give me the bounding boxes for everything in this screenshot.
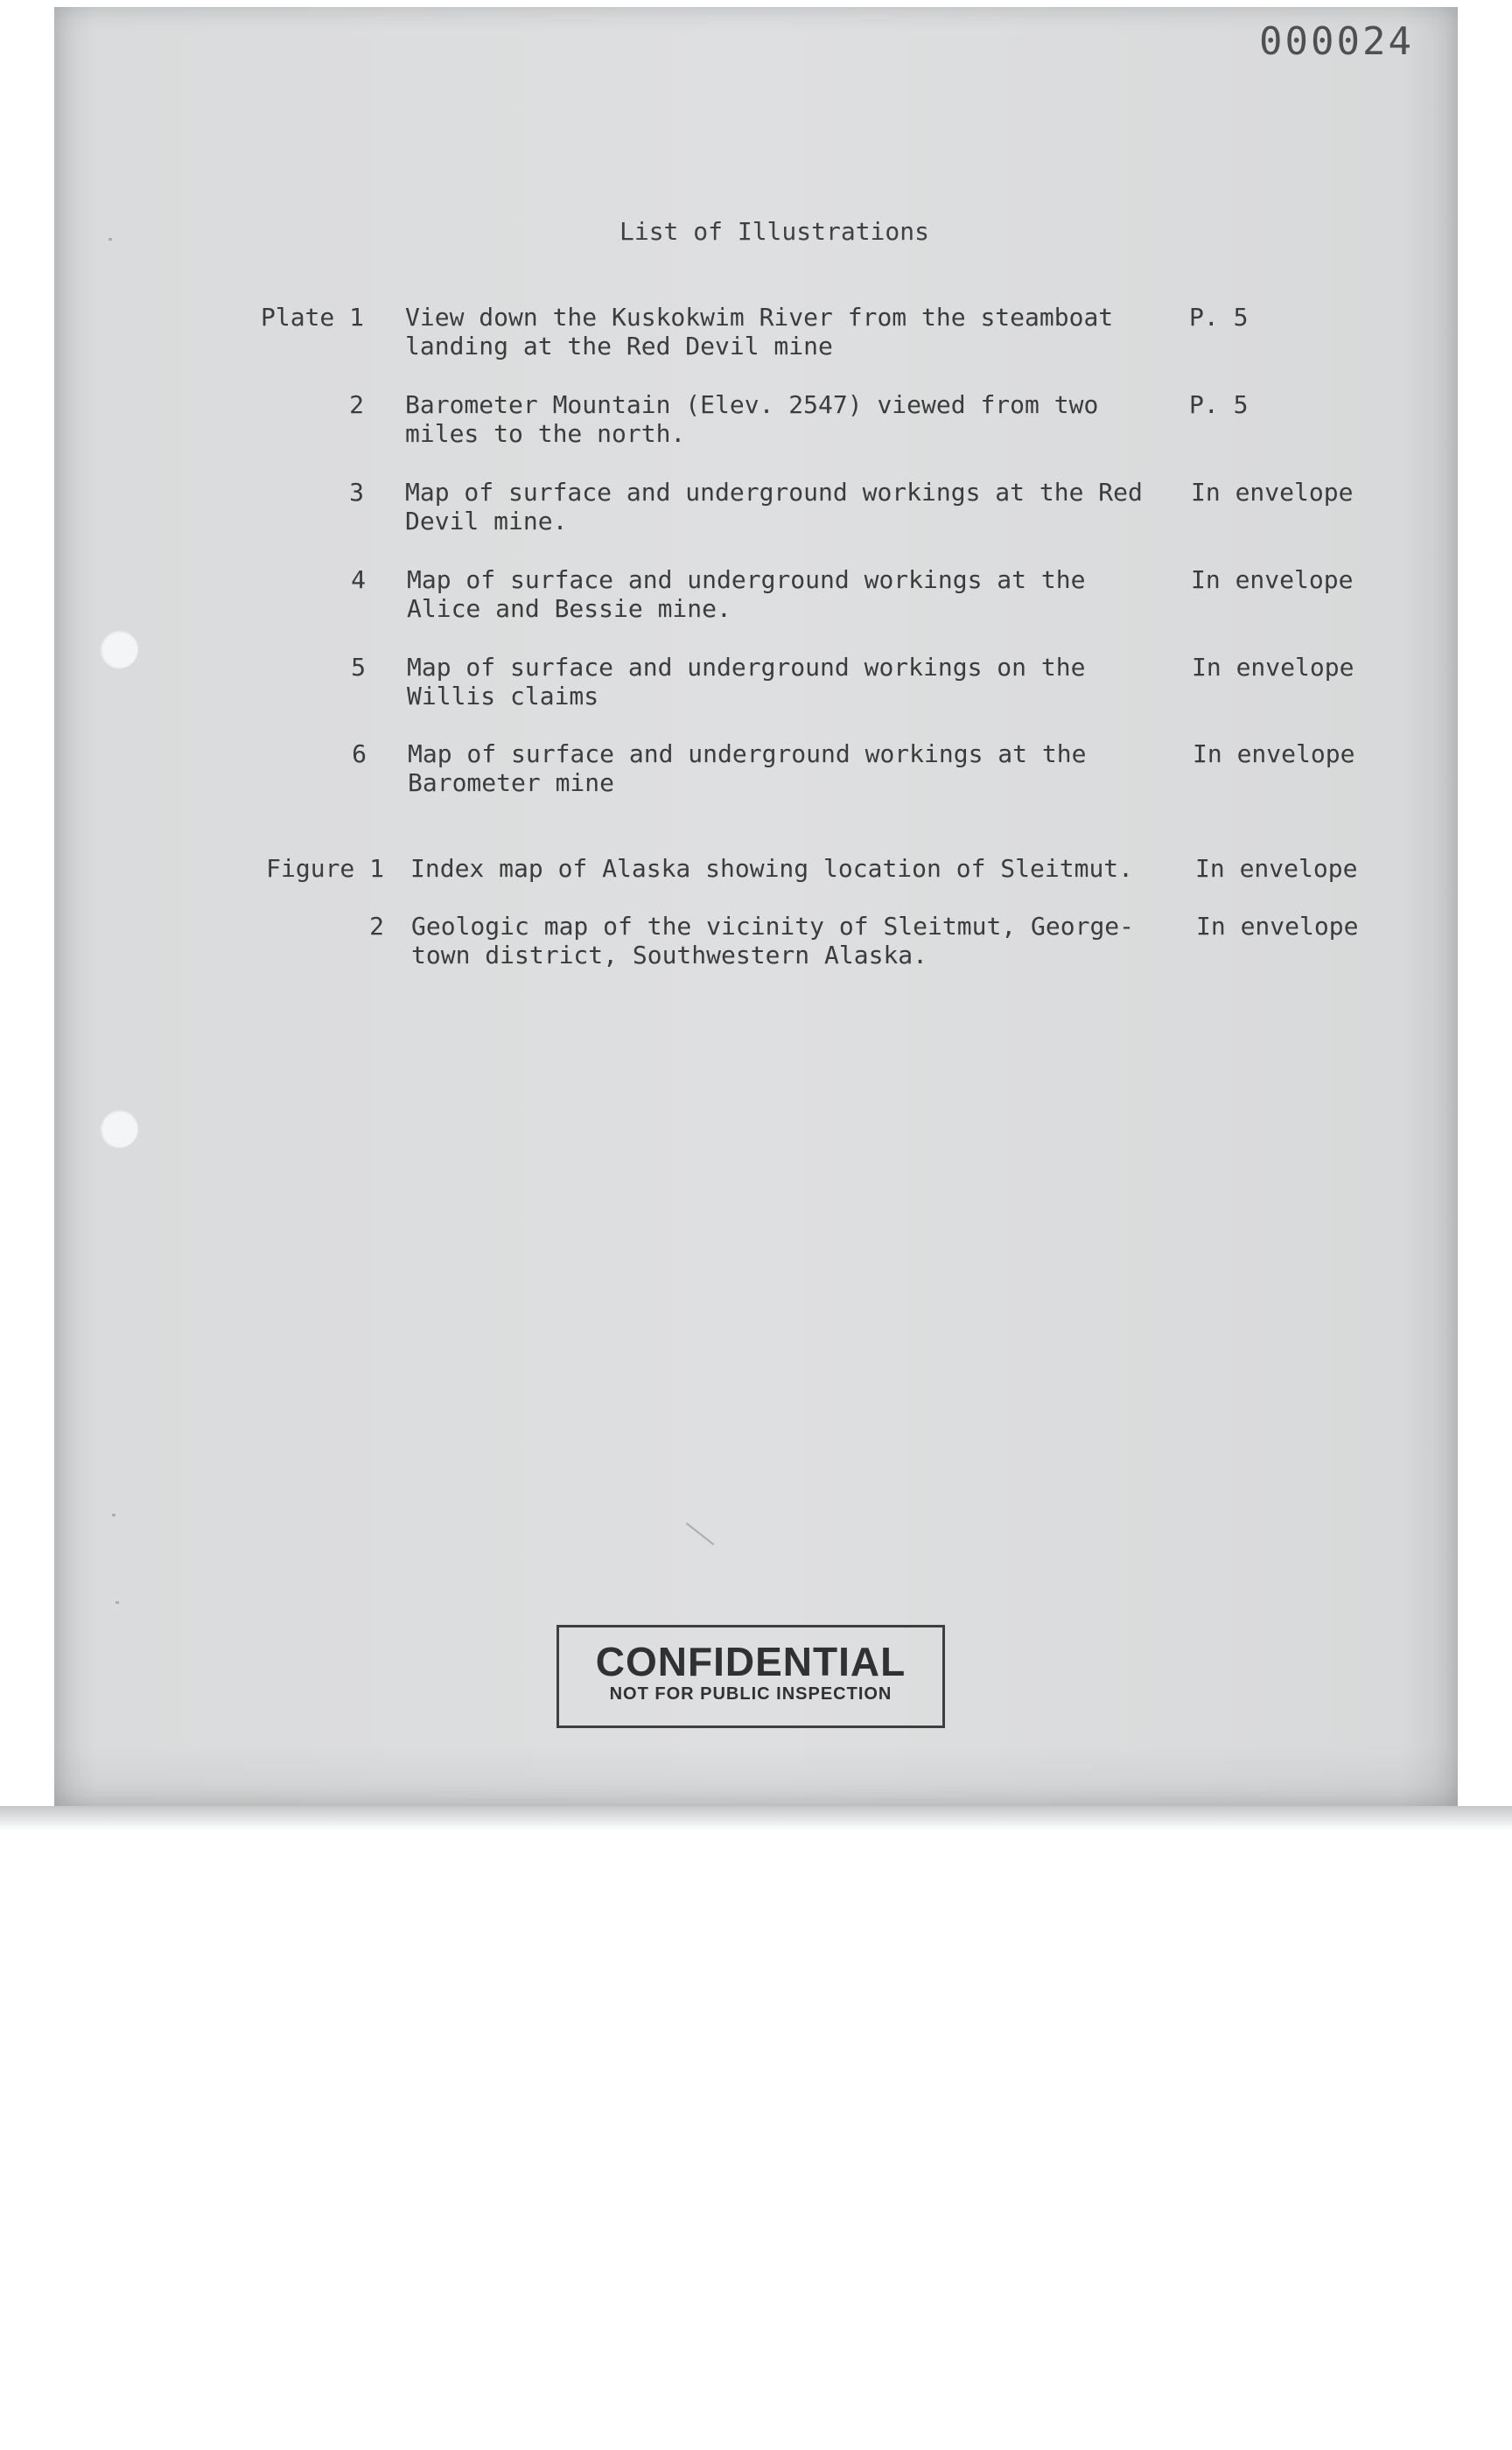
item-label: 3 bbox=[349, 478, 364, 507]
confidential-stamp bbox=[556, 1625, 945, 1728]
item-label: 5 bbox=[351, 653, 366, 682]
item-label: 2 bbox=[349, 390, 364, 419]
item-label: Plate 1 bbox=[260, 303, 364, 332]
item-label: 2 bbox=[369, 912, 384, 941]
item-label: Figure 1 bbox=[266, 854, 384, 883]
item-label: 4 bbox=[351, 565, 366, 594]
item-description: Map of surface and underground workings on the Willis claims bbox=[407, 653, 1086, 710]
item-location: In envelope bbox=[1193, 739, 1355, 768]
item-location: P. 5 bbox=[1189, 303, 1249, 332]
item-location: P. 5 bbox=[1189, 390, 1249, 419]
scanned-page bbox=[54, 7, 1458, 1806]
item-description: Geologic map of the vicinity of Sleitmut, George- town district, Southwestern Alaska. bbox=[411, 912, 1135, 970]
item-location: In envelope bbox=[1196, 912, 1359, 941]
speck bbox=[116, 1601, 119, 1604]
item-description: View down the Kuskokwim River from the steamboat landing at the Red Devil mine bbox=[405, 303, 1114, 360]
item-location: In envelope bbox=[1195, 854, 1358, 883]
speck bbox=[112, 1514, 116, 1516]
item-description: Map of surface and underground workings at the Alice and Bessie mine. bbox=[407, 565, 1086, 623]
item-description: Index map of Alaska showing location of Sleitmut. bbox=[410, 854, 1134, 883]
item-location: In envelope bbox=[1192, 653, 1354, 682]
item-description: Map of surface and underground workings at the Red Devil mine. bbox=[405, 478, 1143, 536]
punch-hole-top bbox=[100, 630, 138, 668]
item-location: In envelope bbox=[1191, 565, 1354, 594]
stamp-subtitle: NOT FOR PUBLIC INSPECTION bbox=[609, 1684, 892, 1704]
page-number: 000024 bbox=[1259, 19, 1414, 64]
item-description: Map of surface and underground workings at the Barometer mine bbox=[408, 739, 1087, 797]
item-location: In envelope bbox=[1191, 478, 1354, 507]
punch-hole-bottom bbox=[100, 1110, 138, 1148]
item-description: Barometer Mountain (Elev. 2547) viewed from two miles to the north. bbox=[405, 390, 1099, 448]
page-bottom-edge bbox=[0, 1806, 1512, 1830]
stamp-title: CONFIDENTIAL bbox=[595, 1639, 906, 1684]
item-label: 6 bbox=[352, 739, 367, 768]
page-title: List of Illustrations bbox=[619, 217, 929, 246]
